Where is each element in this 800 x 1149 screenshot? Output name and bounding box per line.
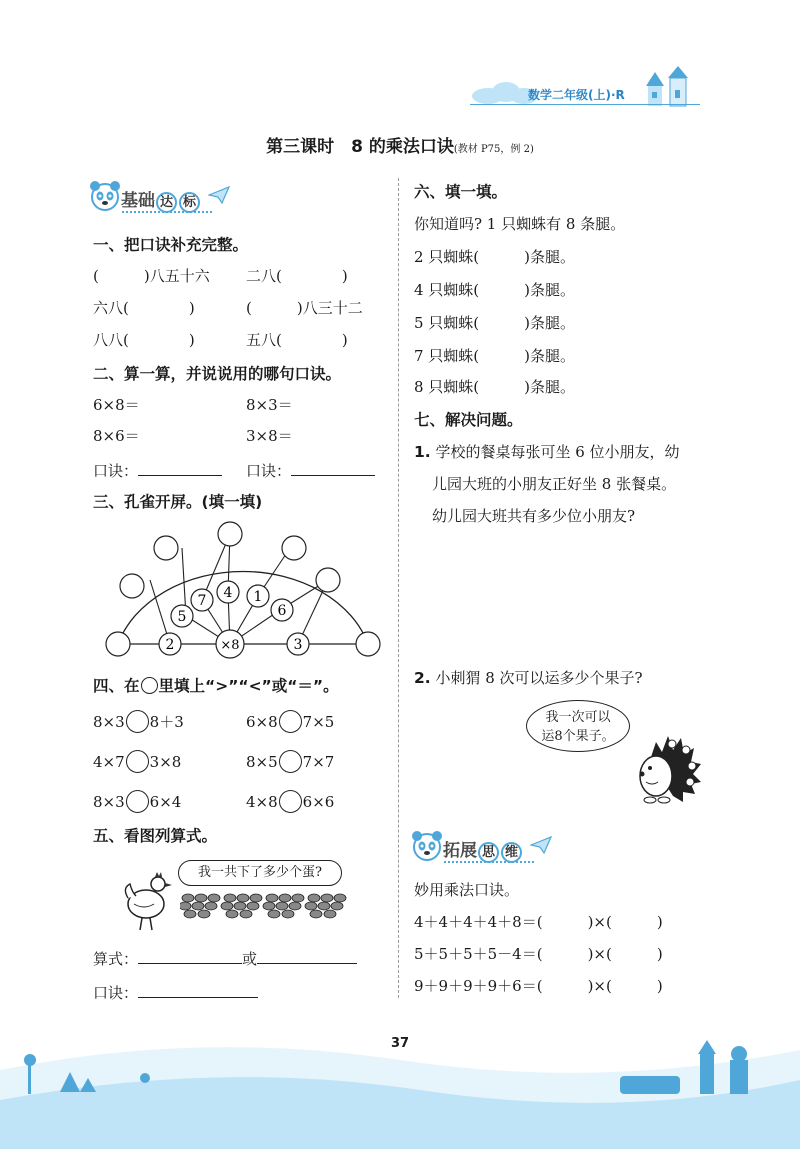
sec7-q1-num: 1. xyxy=(414,443,431,461)
basic-badge xyxy=(88,180,228,218)
sec2-k1 xyxy=(93,460,222,481)
header-series-label: 数学二年级(上)·R xyxy=(528,88,625,102)
basic-badge-circle-2: 标 xyxy=(179,192,200,213)
ext-row-1: 4＋4＋4＋4＋8＝( )×( ) xyxy=(414,913,663,931)
ext-intro: 妙用乘法口诀。 xyxy=(414,881,520,899)
sec5-or: 或 xyxy=(242,950,258,968)
sec4-row-2-left xyxy=(93,752,181,773)
sec4-row-1-right xyxy=(246,712,334,733)
sec1-title: 一、把口诀补充完整。 xyxy=(93,236,249,254)
sec5-k xyxy=(93,982,258,1003)
cmp-r: 6×4 xyxy=(149,793,182,811)
peacock-num-2: 2 xyxy=(165,637,175,653)
sec1-r3b: 五八( ) xyxy=(246,331,348,349)
peacock-num-6: 6 xyxy=(277,603,287,619)
sec1-r2b: ( )八三十二 xyxy=(246,299,363,317)
sec2-k2-blank[interactable] xyxy=(291,460,375,476)
basic-badge-underline xyxy=(122,211,212,213)
sec1-r1a: ( )八五十六 xyxy=(93,267,210,285)
compare-circle[interactable] xyxy=(126,790,149,813)
peacock-num-3: 3 xyxy=(293,637,303,653)
basic-badge-word: 基础 xyxy=(121,191,155,211)
sec2-e1: 6×8＝ xyxy=(93,396,140,414)
page-number: 37 xyxy=(390,1036,410,1051)
ext-badge-underline xyxy=(444,861,534,863)
page-title-note: (教材 P75，例 2) xyxy=(453,144,534,155)
peacock-center: ×8 xyxy=(220,638,240,653)
sec2-k2-label: 口诀： xyxy=(246,462,292,480)
sec5-formula-blank-2[interactable] xyxy=(257,948,357,964)
sec6-intro: 你知道吗? 1 只蜘蛛有 8 条腿。 xyxy=(414,215,626,233)
ext-badge-circle-1: 思 xyxy=(478,842,499,863)
sec4-row-1-left xyxy=(93,712,184,733)
hedgehog-bubble-line2: 运8个果子。 xyxy=(541,729,615,744)
sec4-title-a: 四、在 xyxy=(93,677,140,695)
compare-circle[interactable] xyxy=(279,750,302,773)
ext-badge-text xyxy=(443,836,523,863)
cmp-r: 3×8 xyxy=(149,753,182,771)
sec5-k-blank[interactable] xyxy=(138,982,258,998)
cmp-r: 8＋3 xyxy=(149,713,184,731)
peacock-num-5: 5 xyxy=(177,609,187,625)
sec7-q1-line3: 幼儿园大班共有多少位小朋友? xyxy=(432,507,636,525)
sec7-title: 七、解决问题。 xyxy=(414,411,523,429)
page-title-main: 第三课时 8 的乘法口诀 xyxy=(266,137,454,157)
header-rule xyxy=(470,104,700,105)
compare-circle[interactable] xyxy=(279,790,302,813)
sec5-formula-blank-1[interactable] xyxy=(138,948,242,964)
peacock-num-7: 7 xyxy=(197,593,207,609)
cmp-l: 8×5 xyxy=(246,753,278,771)
sec6-title: 六、填一填。 xyxy=(414,183,508,201)
cmp-r: 6×6 xyxy=(302,793,335,811)
hedgehog-icon xyxy=(630,730,704,806)
sec2-e4: 3×8＝ xyxy=(246,427,293,445)
sec5-formula xyxy=(93,948,357,969)
sec4-title-b: 里填上“>”“<”或“＝”。 xyxy=(158,677,339,695)
panda-icon xyxy=(410,830,444,866)
cmp-r: 7×7 xyxy=(302,753,335,771)
compare-circle[interactable] xyxy=(126,750,149,773)
sec4-title-circle xyxy=(141,677,158,694)
sec7-q1-text1: 学校的餐桌每张可坐 6 位小朋友，幼 xyxy=(435,443,680,461)
sec6-row-1: 2 只蜘蛛( )条腿。 xyxy=(414,248,576,266)
sec2-k1-blank[interactable] xyxy=(138,460,222,476)
cmp-l: 6×8 xyxy=(246,713,278,731)
sec7-q2-num: 2. xyxy=(414,669,431,687)
sec2-title: 二、算一算，并说说用的哪句口诀。 xyxy=(93,365,342,383)
sec2-k1-label: 口诀： xyxy=(93,462,139,480)
cmp-l: 8×3 xyxy=(93,793,125,811)
ext-row-3: 9＋9＋9＋9＋6＝( )×( ) xyxy=(414,977,663,995)
cmp-l: 8×3 xyxy=(93,713,125,731)
sec5-speech-bubble xyxy=(178,860,342,886)
sec1-r1b: 二八( ) xyxy=(246,267,348,285)
sec7-q2 xyxy=(414,668,643,688)
ext-badge-circle-2: 维 xyxy=(501,842,522,863)
compare-circle[interactable] xyxy=(126,710,149,733)
sec6-row-3: 5 只蜘蛛( )条腿。 xyxy=(414,314,576,332)
paper-plane-icon xyxy=(530,836,552,854)
basic-badge-text xyxy=(121,186,201,213)
ext-badge xyxy=(410,830,550,868)
column-divider xyxy=(398,178,399,998)
hen-icon xyxy=(120,868,176,932)
cmp-r: 7×5 xyxy=(302,713,335,731)
sec5-formula-label: 算式： xyxy=(93,950,139,968)
basic-badge-circle-1: 达 xyxy=(156,192,177,213)
sec2-e2: 8×3＝ xyxy=(246,396,293,414)
header-castle-icon xyxy=(640,64,702,108)
sec7-q1-line1 xyxy=(414,442,680,462)
sec3-title: 三、孔雀开屏。(填一填) xyxy=(93,493,263,511)
peacock-num-1: 1 xyxy=(253,589,263,605)
page-title xyxy=(0,132,800,157)
sec5-bubble-text: 我一共下了多少个蛋? xyxy=(198,865,322,880)
sec6-row-5: 8 只蜘蛛( )条腿。 xyxy=(414,378,576,396)
sec4-title xyxy=(93,676,339,696)
sec1-r2a: 六八( ) xyxy=(93,299,195,317)
cmp-l: 4×8 xyxy=(246,793,278,811)
peacock-diagram xyxy=(98,520,388,662)
sec4-row-3-right xyxy=(246,792,334,813)
compare-circle[interactable] xyxy=(279,710,302,733)
peacock-num-4: 4 xyxy=(223,585,233,601)
sec5-title: 五、看图列算式。 xyxy=(93,827,218,845)
hedgehog-bubble-line1: 我一次可以 xyxy=(545,710,611,725)
sec2-e3: 8×6＝ xyxy=(93,427,140,445)
paper-plane-icon xyxy=(208,186,230,204)
sec7-q1-line2: 儿园大班的小朋友正好坐 8 张餐桌。 xyxy=(432,475,677,493)
sec1-r3a: 八八( ) xyxy=(93,331,195,349)
panda-icon xyxy=(88,180,122,216)
sec7-q2-text: 小刺猬 8 次可以运多少个果子? xyxy=(435,669,643,687)
sec6-row-2: 4 只蜘蛛( )条腿。 xyxy=(414,281,576,299)
sec4-row-2-right xyxy=(246,752,334,773)
sec5-k-label: 口诀： xyxy=(93,984,139,1002)
ext-badge-word: 拓展 xyxy=(443,841,477,861)
hedgehog-speech-bubble xyxy=(526,700,630,752)
sec6-row-4: 7 只蜘蛛( )条腿。 xyxy=(414,347,576,365)
cmp-l: 4×7 xyxy=(93,753,125,771)
ext-row-2: 5＋5＋5＋5－4＝( )×( ) xyxy=(414,945,663,963)
sec2-k2 xyxy=(246,460,375,481)
sec4-row-3-left xyxy=(93,792,181,813)
egg-groups xyxy=(180,892,350,922)
